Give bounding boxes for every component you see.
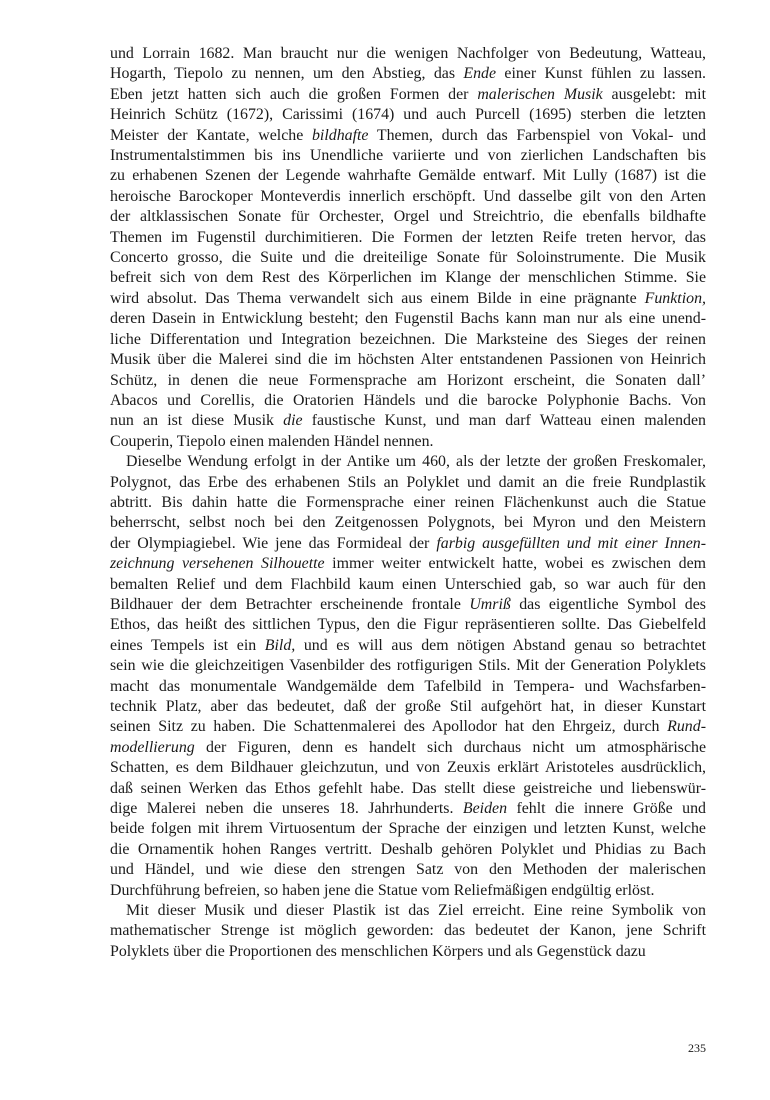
text-line: technik Platz, aber das bedeutet, daß der große Stil aufgehört hat, in dieser Kunstart: [110, 698, 706, 715]
text-line: Hogarth, Tiepolo zu nennen, um den Abstieg, das Ende einer Kunst fühlen zu lassen.: [110, 65, 706, 83]
text-line: beherrscht, selbst noch bei den Zeitgenossen Polygnots, bei Myron und den Meistern: [110, 514, 706, 532]
text-line: Schütz, in denen die neue Formensprache am Horizont erscheint, die Sonaten dall’: [110, 371, 706, 389]
text-line: der altklassischen Sonate für Orchester, Orgel und Streichtrio, die ebenfalls bildhafte: [110, 208, 706, 226]
text-line: Polyklets über die Proportionen des menschlichen Körpers und als Gegenstück dazu: [110, 942, 646, 960]
text-line: dige Malerei neben die unseres 18. Jahrhunderts. Beiden fehlt die innere Größe und: [110, 800, 706, 818]
text-line: die Ornamentik hohen Ranges vertritt. Deshalb gehören Polyklet und Phidias zu Bach: [110, 840, 706, 858]
text-line: Instrumentalstimmen bis ins Unendliche variierte und von zierlichen Landschaften bis: [110, 147, 706, 165]
text-line: und Lorrain 1682. Man braucht nur die wenigen Nachfolger von Bedeutung, Watteau,: [110, 45, 706, 62]
text-line: Ethos, das heißt des sittlichen Typus, den die Figur repräsentieren sollte. Das Giebelfeld: [110, 616, 706, 634]
text-line: und Händel, und wie diese den strengen Satz von den Methoden der malerischen: [110, 861, 706, 879]
paragraph-1: [110, 44, 706, 452]
paragraph-3: [110, 901, 706, 962]
text-line: Durchführung befreien, so haben jene die Statue vom Reliefmäßigen endgültig erlöst.: [110, 881, 655, 899]
text-line: beide folgen mit ihrem Virtuosentum der Sprache der einzigen und letzten Kunst, welche: [110, 820, 706, 838]
text-line: Dieselbe Wendung erfolgt in der Antike um 460, als der letzte der großen Freskomaler,: [126, 453, 706, 471]
text-line: Meister der Kantate, welche bildhafte Themen, durch das Farbenspiel von Vokal- und: [110, 126, 706, 144]
text-line: Schatten, es dem Bildhauer gleichzutun, und von Zeuxis erklärt Aristoteles ausdrücklich,: [110, 759, 706, 777]
text-line: Themen im Fugenstil durchimitieren. Die Formen der letzten Reife treten hervor, das: [110, 228, 706, 246]
text-line: bemalten Relief und dem Flachbild kaum einen Unterschied gab, so war auch für den: [110, 575, 706, 593]
text-line: modellierung der Figuren, denn es handelt sich durchaus nicht um atmosphärische: [110, 738, 706, 756]
text-line: Heinrich Schütz (1672), Carissimi (1674) und auch Purcell (1695) sterben die letzten: [110, 106, 706, 124]
text-line: Eben jetzt hatten sich auch die großen Formen der malerischen Musik ausgelebt: mit: [110, 85, 706, 103]
text-line: mathematischer Strenge ist möglich geworden: das bedeutet der Kanon, jene Schrift: [110, 922, 706, 940]
text-line: heroische Barockoper Monteverdis innerlich erschöpft. Und dasselbe gilt von den Arten: [110, 187, 706, 205]
text-line: Polygnot, das Erbe des erhabenen Stils an Polyklet und damit an die freie Rundplastik: [110, 473, 706, 491]
text-line: Abacos und Corellis, die Oratorien Händels und die barocke Polyphonie Bachs. Von: [110, 391, 706, 409]
text-line: abtritt. Bis dahin hatte die Formensprache einer reinen Flächenkunst auch die Statue: [110, 493, 706, 511]
text-line: liche Differentation und Integration bezeichnen. Die Marksteine des Sieges der reinen: [110, 330, 706, 348]
text-line: nun an ist diese Musik die faustische Kunst, und man darf Watteau einen malenden: [110, 412, 706, 430]
text-line: Couperin, Tiepolo einen malenden Händel nennen.: [110, 432, 434, 450]
text-line: sein wie die gleichzeitigen Vasenbilder des rotfigurigen Stils. Mit der Generation Polyklets: [110, 657, 706, 675]
text-line: Musik über die Malerei sind die im höchsten Alter entstandenen Passionen von Heinrich: [110, 351, 706, 369]
text-line: macht das monumentale Wandgemälde dem Tafelbild in Tempera- und Wachsfarben-: [110, 677, 706, 695]
text-line: seinen Sitz zu haben. Die Schattenmalerei des Apollodor hat den Ehrgeiz, durch Rund-: [110, 718, 706, 736]
text-line: der Olympiagiebel. Wie jene das Formideal der farbig ausgefüllten und mit einer Innen-: [110, 534, 706, 552]
text-line: zeichnung versehenen Silhouette immer weiter entwickelt hatte, wobei es zwischen dem: [110, 555, 706, 573]
text-line: wird absolut. Das Thema verwandelt sich aus einem Bilde in eine prägnante Funktion,: [110, 289, 706, 307]
text-line: daß seinen Werken das Ethos gefehlt habe. Das stellt diese geistreiche und liebenswür-: [110, 779, 706, 797]
text-line: Bildhauer der dem Betrachter erscheinende frontale Umriß das eigentliche Symbol des: [110, 595, 706, 613]
page-number: 235: [688, 1041, 706, 1055]
paragraph-2: [110, 452, 706, 901]
text-line: Mit dieser Musik und dieser Plastik ist das Ziel erreicht. Eine reine Symbolik von: [126, 902, 706, 920]
text-line: befreit sich von dem Rest des Körperlichen im Klange der menschlichen Stimme. Sie: [110, 269, 706, 287]
text-line: eines Tempels ist ein Bild, und es will aus dem nötigen Abstand genau so betrachtet: [110, 636, 706, 654]
text-line: Concerto grosso, die Suite und die dreiteilige Sonate für Soloinstrumente. Die Musik: [110, 249, 706, 267]
text-line: deren Dasein in Entwicklung besteht; den Fugenstil Bachs kann man nur als eine unend-: [110, 310, 706, 328]
page-body: [110, 44, 706, 962]
text-line: zu erhabenen Szenen der Legende wahrhafte Gemälde entwarf. Mit Lully (1687) ist die: [110, 167, 706, 185]
